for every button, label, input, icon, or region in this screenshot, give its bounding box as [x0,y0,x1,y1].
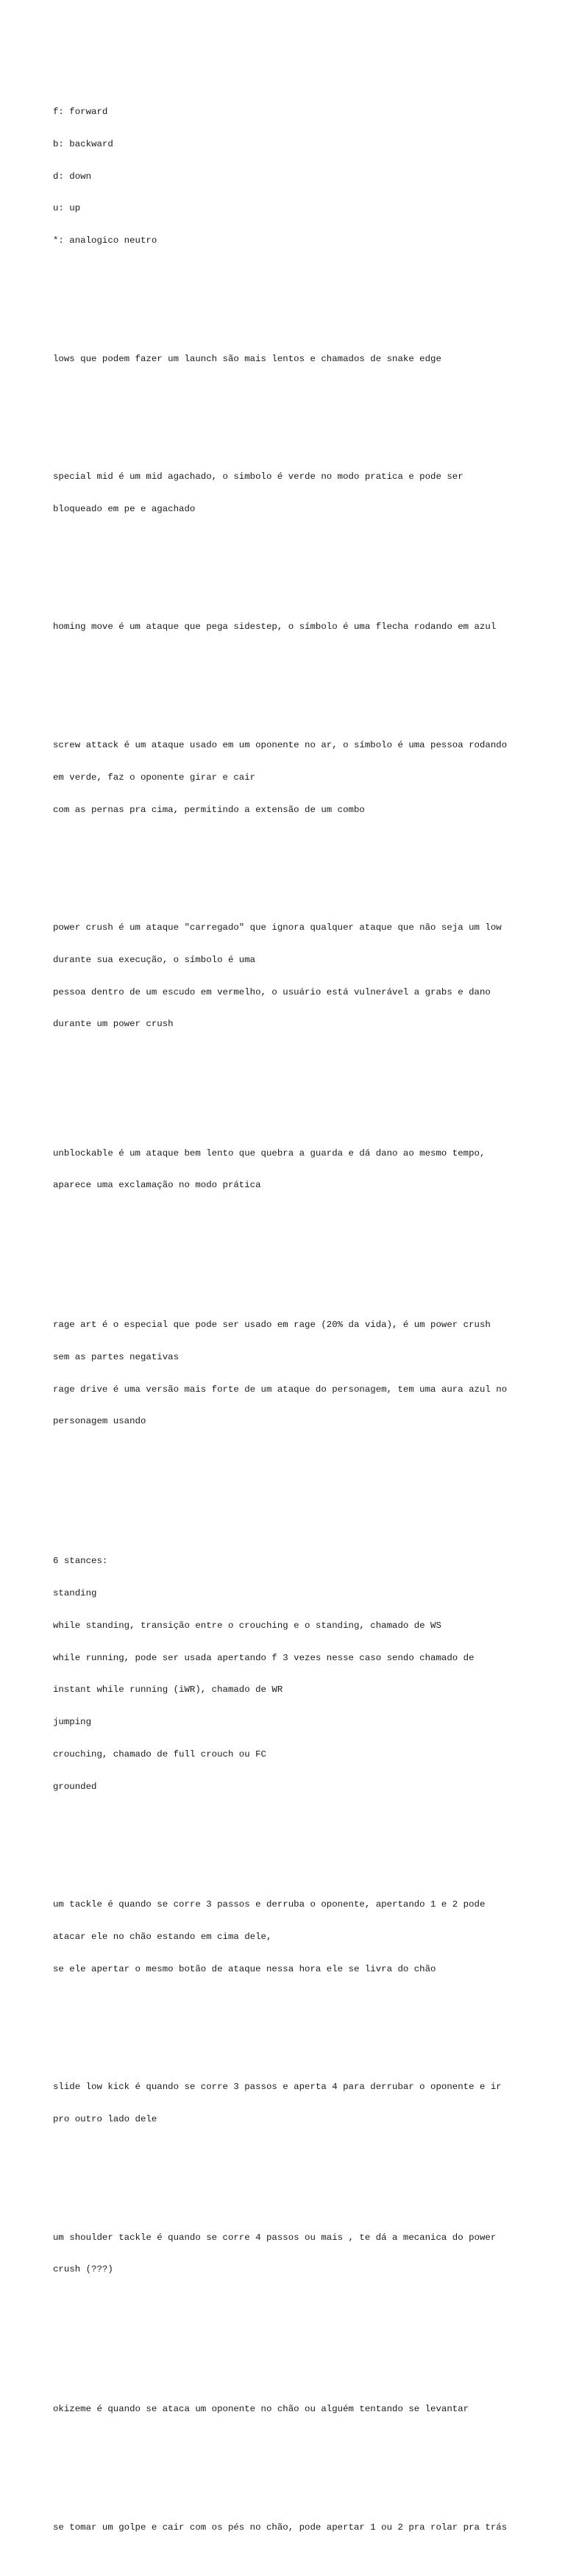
text-line: durante um power crush [53,1019,174,1030]
text-line: com as pernas pra cima, permitindo a extensão de um combo [53,804,365,815]
text-line: pessoa dentro de um escudo em vermelho, o usuário está vulnerável a grabs e dano [53,986,491,997]
text-line: se tomar um golpe e cair com os pés no chão, pode apertar 1 ou 2 pra rolar pra trás [53,2522,508,2533]
legend-line: u: up [53,203,81,214]
power-crush-paragraph [53,901,524,1051]
homing-paragraph [53,600,524,654]
legend-line: b: backward [53,138,113,149]
okizeme-paragraph [53,2383,524,2436]
text-line: slide low kick é quando se corre 3 passos e aperta 4 para derrubar o oponente e ir [53,2082,502,2093]
text-line: sem as partes negativas [53,1351,180,1362]
unblockable-paragraph [53,1126,524,1212]
text-line: personagem usando [53,1416,146,1427]
document-page [53,53,524,2576]
shoulder-paragraph [53,2210,524,2296]
legend-block [53,85,524,268]
text-line: 6 stances: [53,1556,108,1567]
text-line: lows que podem fazer um launch são mais lentos e chamados de snake edge [53,353,441,364]
special-mid-paragraph [53,450,524,536]
stances-paragraph [53,1534,524,1813]
text-line: durante sua execução, o símbolo é uma [53,954,256,965]
text-line: pro outro lado dele [53,2114,157,2125]
text-line: rage art é o especial que pode ser usado em rage (20% da vida), é um power crush [53,1320,491,1331]
text-line: rage drive é uma versão mais forte de um ataque do personagem, tem uma aura azul no [53,1384,508,1395]
text-line: while standing, transição entre o crouching e o standing, chamado de WS [53,1620,441,1631]
legend-line: *: analogico neutro [53,235,157,246]
text-line: jumping [53,1717,92,1728]
text-line: bloqueado em pe e agachado [53,503,196,514]
text-line: um tackle é quando se corre 3 passos e derruba o oponente, apertando 1 e 2 pode [53,1899,486,1910]
legend-line: f: forward [53,106,108,117]
lows-paragraph [53,332,524,385]
tackle-paragraph [53,1878,524,1996]
text-line: power crush é um ataque "carregado" que ignora qualquer ataque que não seja um low [53,922,502,933]
text-line: em verde, faz o oponente girar e cair [53,772,256,783]
text-line: aparece uma exclamação no modo prática [53,1180,261,1191]
screw-paragraph [53,719,524,837]
legend-line: d: down [53,171,92,182]
text-line: standing [53,1587,97,1598]
rage-paragraph [53,1298,524,1448]
text-line: crush (???) [53,2264,113,2275]
text-line: while running, pode ser usada apertando f 3 vezes nesse caso sendo chamado de [53,1652,475,1663]
text-line: crouching, chamado de full crouch ou FC [53,1748,266,1760]
text-line: grounded [53,1781,97,1792]
roll-paragraph [53,2500,524,2554]
text-line: special mid é um mid agachado, o simbolo é verde no modo pratica e pode ser [53,472,463,483]
text-line: unblockable é um ataque bem lento que quebra a guarda e dá dano ao mesmo tempo, [53,1148,486,1159]
text-line: screw attack é um ataque usado em um oponente no ar, o símbolo é uma pessoa rodando [53,740,508,750]
text-line: um shoulder tackle é quando se corre 4 passos ou mais , te dá a mecanica do power [53,2232,497,2243]
text-line: se ele apertar o mesmo botão de ataque nessa hora ele se livra do chão [53,1963,436,1974]
slide-paragraph [53,2060,524,2146]
text-line: instant while running (iWR), chamado de WR [53,1684,283,1696]
text-line: okizeme é quando se ataca um oponente no chão ou alguém tentando se levantar [53,2404,469,2415]
text-line: homing move é um ataque que pega sidestep, o símbolo é uma flecha rodando em azul [53,622,497,633]
text-line: atacar ele no chão estando em cima dele, [53,1931,272,1942]
